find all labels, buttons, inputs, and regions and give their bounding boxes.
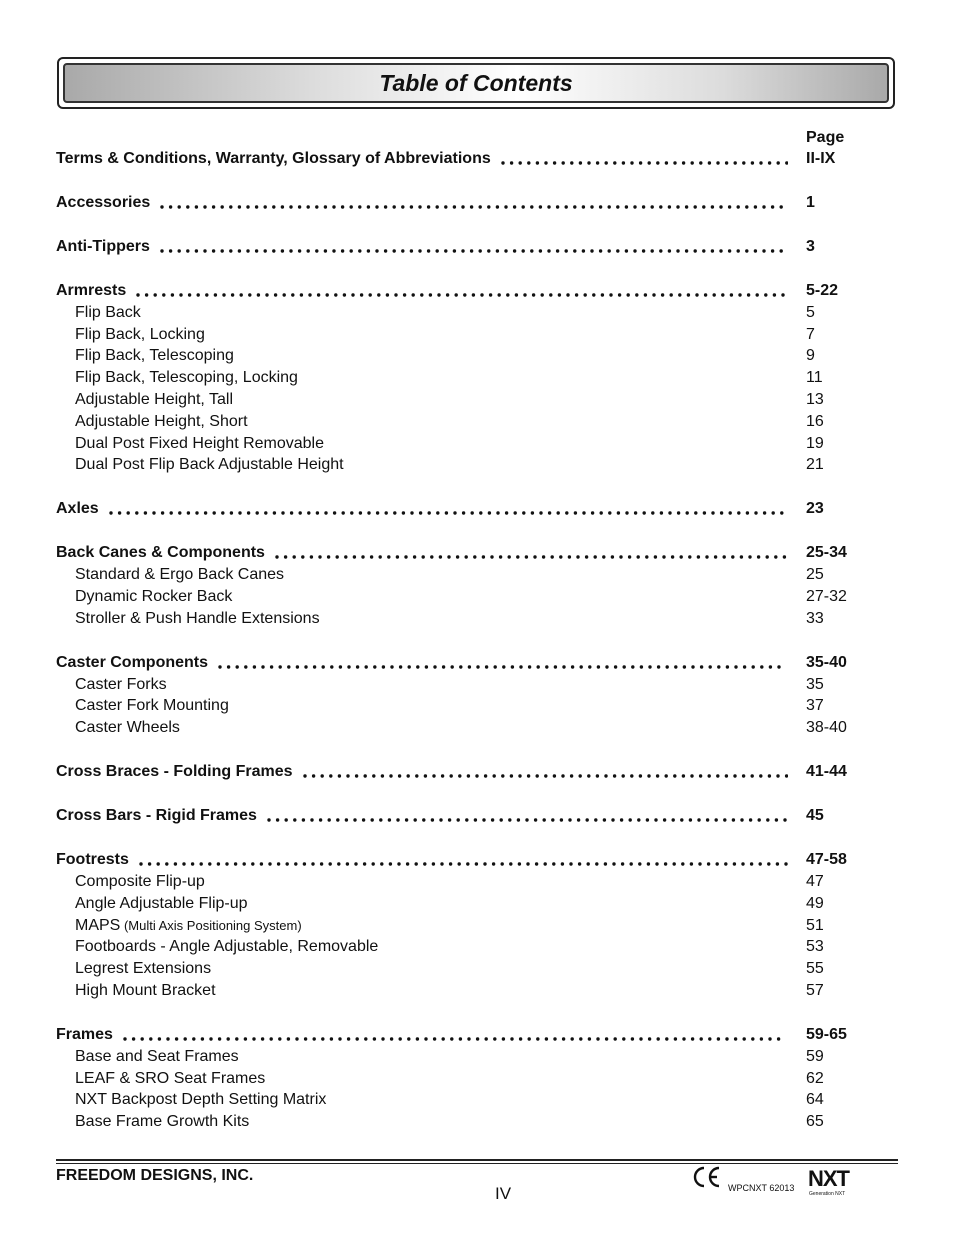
ce-mark-icon [692,1164,722,1195]
toc-label-text: Dual Post Fixed Height Removable [75,435,325,452]
toc-label-text: Stroller & Push Handle Extensions [75,610,320,627]
toc-page-number: 37 [806,697,824,714]
toc-page-number: 25 [806,566,824,583]
toc-label [75,981,216,1001]
toc-label [75,1112,249,1132]
toc-page-number: 65 [806,1113,824,1130]
toc-section [56,806,856,826]
toc-label-text: Cross Braces - Folding Frames [56,763,293,780]
dot-leader [501,151,788,167]
toc-label [75,959,211,979]
toc-subentry [56,346,856,366]
toc-subentry [56,675,856,695]
toc-label-note: (Multi Axis Positioning System) [120,918,302,933]
toc-label-text: Adjustable Height, Tall [75,391,234,408]
toc-subentry [56,455,856,475]
dot-leader [303,764,788,780]
toc-label [56,149,491,169]
company-name: FREEDOM DESIGNS, INC. [56,1167,254,1184]
toc-page-number: 59 [806,1048,824,1065]
toc-page-number: 23 [806,500,824,517]
toc-section [56,237,856,257]
toc-page-number: II-IX [806,150,836,167]
toc-label [75,1047,239,1067]
toc-label-text: Axles [56,500,99,517]
toc-label [75,916,302,936]
toc-page-number: 9 [806,347,815,364]
toc-label [75,412,248,432]
toc-label-text: Base Frame Growth Kits [75,1113,250,1130]
toc-section [56,1025,856,1045]
toc-page-number: 13 [806,391,824,408]
toc-page-number: 19 [806,435,824,452]
toc-label-text: Base and Seat Frames [75,1048,239,1065]
toc-label-text: NXT Backpost Depth Setting Matrix [75,1091,327,1108]
logo-text: NXT [808,1166,849,1191]
toc-label-text: Armrests [56,282,127,299]
toc-subentry [56,872,856,892]
toc-label [75,368,298,388]
toc-page-number: 59-65 [806,1026,847,1043]
toc-label [56,806,257,826]
toc-page-number: 21 [806,456,824,473]
toc-label [75,346,234,366]
toc-page-number: 1 [806,194,815,211]
toc-page-number: 53 [806,938,824,955]
toc-section [56,281,856,301]
toc-section [56,193,856,213]
toc-label-text: Footboards - Angle Adjustable, Removable [75,938,379,955]
toc-subentry [56,959,856,979]
toc-label [56,499,99,519]
toc-subentry [56,718,856,738]
title-banner-inner [63,63,889,103]
toc-label-text: Composite Flip-up [75,873,205,890]
page-column-header: Page [806,129,845,146]
dot-leader [218,655,788,671]
toc-section [56,543,856,563]
toc-label-text: Cross Bars - Rigid Frames [56,807,257,824]
toc-page-number: 27-32 [806,588,847,605]
toc-page-number: 7 [806,326,815,343]
toc-subentry [56,325,856,345]
toc-label-text: Standard & Ergo Back Canes [75,566,285,583]
toc-label-text: Anti-Tippers [56,238,150,255]
dot-leader [136,283,788,299]
toc-label [56,762,293,782]
toc-subentry [56,937,856,957]
toc-label [75,1090,326,1110]
toc-subentry [56,916,856,936]
toc-label [56,237,150,257]
toc-label-text: Terms & Conditions, Warranty, Glossary of Abbreviations [56,150,491,167]
toc-section [56,850,856,870]
toc-section [56,762,856,782]
toc-page-number: 49 [806,895,824,912]
toc-label [75,1069,265,1089]
toc-page-number: 16 [806,413,824,430]
toc-page-number: 41-44 [806,763,847,780]
dot-leader [160,195,788,211]
toc-page-number: 5-22 [806,282,839,299]
dot-leader [267,808,788,824]
logo-subtext: Generation NXT [809,1191,846,1197]
toc-section [56,149,856,169]
toc-label-text: Flip Back, Telescoping [75,347,234,364]
toc-label-text: Angle Adjustable Flip-up [75,895,248,912]
toc-page-number: 33 [806,610,824,627]
toc-label [56,193,150,213]
toc-page-number: 5 [806,304,815,321]
toc-label [75,434,324,454]
toc-page-number: 38-40 [806,719,847,736]
toc-label-text: Flip Back [75,304,141,321]
toc-label [75,325,205,345]
toc-subentry [56,1090,856,1110]
toc-page-number: 62 [806,1070,824,1087]
toc-label-text: Back Canes & Components [56,544,265,561]
toc-label [75,587,232,607]
toc-label [75,390,233,410]
toc-label-text: Footrests [56,851,129,868]
toc-label [75,565,284,585]
toc-label-text: Caster Wheels [75,719,180,736]
toc-label-text: High Mount Bracket [75,982,216,999]
toc-label-text: Adjustable Height, Short [75,413,248,430]
toc-subentry [56,303,856,323]
toc-subentry [56,587,856,607]
toc-subentry [56,894,856,914]
footer-rule-thin [56,1163,898,1164]
toc-subentry [56,412,856,432]
toc-page-number: 25-34 [806,544,847,561]
document-id: WPCNXT 62013 [728,1183,795,1193]
toc-label [75,696,229,716]
toc-page-number: 64 [806,1091,824,1108]
toc-page-number: 47 [806,873,824,890]
toc-label-text: Accessories [56,194,151,211]
footer-rule [56,1159,898,1161]
toc-label [75,718,180,738]
toc-label-text: Frames [56,1026,113,1043]
toc-label-text: MAPS [75,917,121,934]
toc-subentry [56,609,856,629]
toc-section [56,499,856,519]
toc-label [75,675,167,695]
toc-subentry [56,390,856,410]
toc-subentry [56,1069,856,1089]
toc-subentry [56,368,856,388]
toc-subentry [56,981,856,1001]
title-banner [57,57,895,109]
toc-label [75,455,344,475]
toc-label [75,937,378,957]
toc-page-number: 47-58 [806,851,847,868]
dot-leader [160,239,788,255]
dot-leader [123,1027,788,1043]
dot-leader [109,501,788,517]
toc-subentry [56,565,856,585]
toc-label [75,609,320,629]
toc-label-text: Flip Back, Telescoping, Locking [75,369,298,386]
toc-label [56,850,129,870]
page-number: IV [495,1184,512,1203]
toc-label [56,653,208,673]
toc-label-text: Dynamic Rocker Back [75,588,233,605]
toc-label [75,872,205,892]
toc-label-text: LEAF & SRO Seat Frames [75,1070,266,1087]
toc-label [75,894,248,914]
dot-leader [275,545,788,561]
toc-label [56,1025,113,1045]
toc-label [75,303,141,323]
toc-subentry [56,1112,856,1132]
toc-subentry [56,1047,856,1067]
toc-subentry [56,434,856,454]
toc-label [56,281,126,301]
toc-label-text: Dual Post Flip Back Adjustable Height [75,456,344,473]
toc-label [56,543,265,563]
toc-section [56,653,856,673]
toc-label-text: Caster Forks [75,676,167,693]
toc-page-number: 55 [806,960,824,977]
toc-subentry [56,696,856,716]
toc-page-number: 51 [806,917,824,934]
toc-page-number: 45 [806,807,824,824]
toc-page-number: 57 [806,982,824,999]
nxt-logo [808,1168,856,1202]
toc-page-number: 35 [806,676,824,693]
page-title: Table of Contents [379,70,573,96]
dot-leader [139,852,788,868]
toc-label-text: Flip Back, Locking [75,326,205,343]
toc-label-text: Caster Fork Mounting [75,697,229,714]
toc-page-number: 3 [806,238,815,255]
toc-label-text: Caster Components [56,654,209,671]
toc-label-text: Legrest Extensions [75,960,212,977]
toc-page-number: 11 [806,369,823,386]
toc-page-number: 35-40 [806,654,847,671]
